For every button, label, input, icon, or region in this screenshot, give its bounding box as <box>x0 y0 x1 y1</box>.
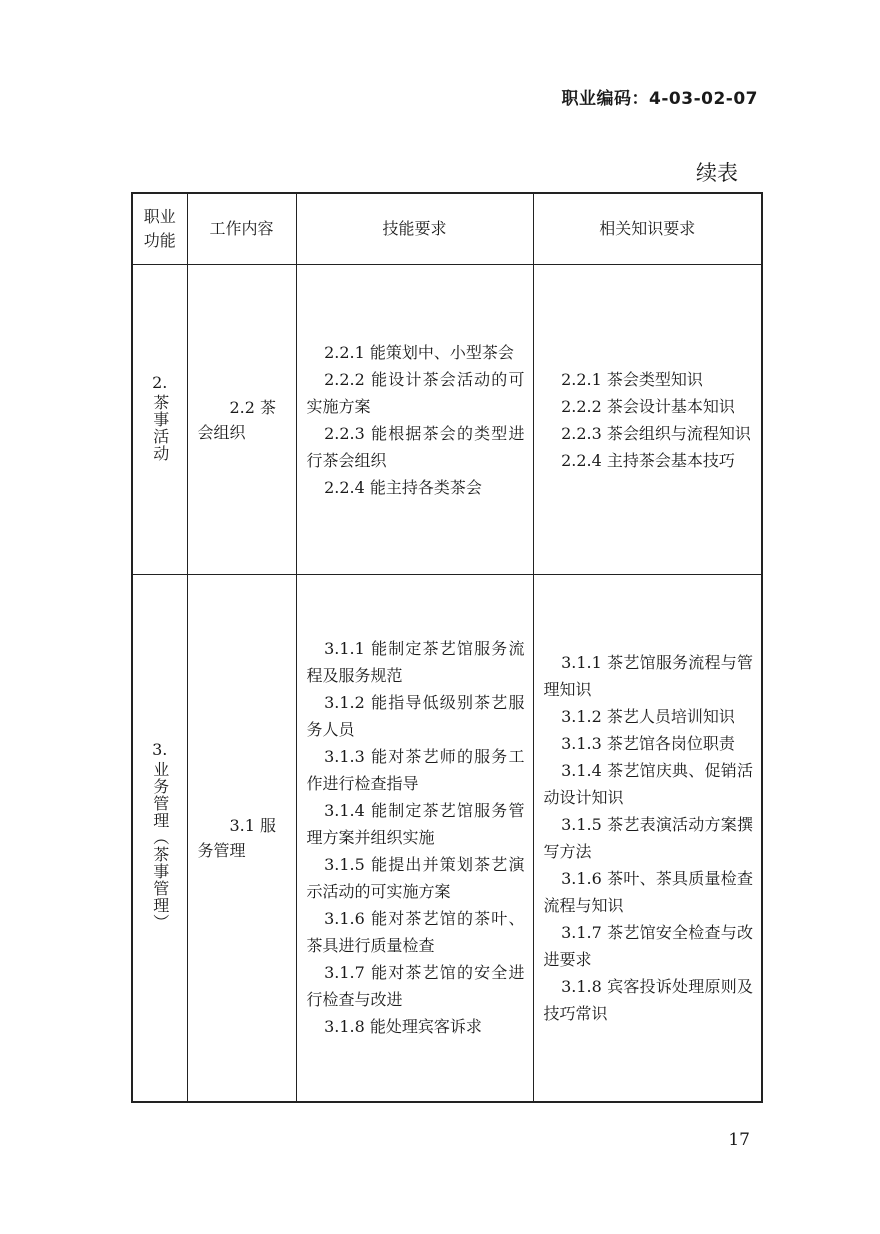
skill-item: 3.1.6 能对茶艺馆的茶叶、茶具进行质量检查 <box>306 909 525 956</box>
function-name: 茶事活动 <box>150 393 170 462</box>
skill-item: 3.1.2 能指导低级别茶艺服务人员 <box>306 693 525 740</box>
page-number: 17 <box>728 1130 750 1150</box>
knowledge-cell <box>533 575 762 1102</box>
work-content: 2.2 茶会组织 <box>197 397 277 442</box>
knowledge-item: 3.1.1 茶艺馆服务流程与管理知识 <box>543 652 753 699</box>
function-cell <box>132 265 187 575</box>
occupation-code: 职业编码：4-03-02-07 <box>561 89 758 109</box>
knowledge-item: 2.2.4 主持茶会基本技巧 <box>561 450 735 470</box>
skills-table <box>131 192 763 1103</box>
skills-cell <box>296 575 533 1102</box>
knowledge-item: 3.1.4 茶艺馆庆典、促销活动设计知识 <box>543 760 753 807</box>
knowledge-item: 2.2.2 茶会设计基本知识 <box>561 396 735 416</box>
knowledge-item: 3.1.6 茶叶、茶具质量检查流程与知识 <box>543 868 753 915</box>
knowledge-cell <box>533 265 762 575</box>
table-header-row <box>132 193 762 265</box>
header-function: 职业 功能 <box>132 193 187 265</box>
table-row <box>132 575 762 1102</box>
work-content: 3.1 服务管理 <box>197 815 277 860</box>
work-content-cell <box>187 575 296 1102</box>
function-number: 3. <box>152 739 168 759</box>
header-content: 工作内容 <box>187 193 296 265</box>
skill-item: 2.2.1 能策划中、小型茶会 <box>324 342 514 362</box>
header-knowledge: 相关知识要求 <box>533 193 762 265</box>
knowledge-item: 2.2.1 茶会类型知识 <box>561 369 703 389</box>
function-number: 2. <box>152 372 168 392</box>
function-cell <box>132 575 187 1102</box>
skill-item: 3.1.5 能提出并策划茶艺演示活动的可实施方案 <box>306 855 525 902</box>
skill-item: 3.1.8 能处理宾客诉求 <box>324 1017 482 1037</box>
skill-item: 2.2.3 能根据茶会的类型进行茶会组织 <box>306 423 525 470</box>
knowledge-item: 3.1.2 茶艺人员培训知识 <box>561 706 735 726</box>
skill-item: 2.2.2 能设计茶会活动的可实施方案 <box>306 369 525 416</box>
function-name: 业务管理（茶事管理） <box>150 760 170 931</box>
skill-item: 3.1.7 能对茶艺馆的安全进行检查与改进 <box>306 963 525 1010</box>
table-row <box>132 265 762 575</box>
skill-item: 3.1.3 能对茶艺师的服务工作进行检查指导 <box>306 747 525 794</box>
header-skills: 技能要求 <box>296 193 533 265</box>
knowledge-item: 2.2.3 茶会组织与流程知识 <box>561 423 751 443</box>
knowledge-item: 3.1.3 茶艺馆各岗位职责 <box>561 733 735 753</box>
skill-item: 3.1.1 能制定茶艺馆服务流程及服务规范 <box>306 639 525 686</box>
work-content-cell <box>187 265 296 575</box>
skill-item: 2.2.4 能主持各类茶会 <box>324 477 482 497</box>
skill-item: 3.1.4 能制定茶艺馆服务管理方案并组织实施 <box>306 801 525 848</box>
knowledge-item: 3.1.8 宾客投诉处理原则及技巧常识 <box>543 976 753 1023</box>
knowledge-item: 3.1.5 茶艺表演活动方案撰写方法 <box>543 814 753 861</box>
continued-label: 续表 <box>696 161 738 185</box>
skills-cell <box>296 265 533 575</box>
knowledge-item: 3.1.7 茶艺馆安全检查与改进要求 <box>543 922 753 969</box>
